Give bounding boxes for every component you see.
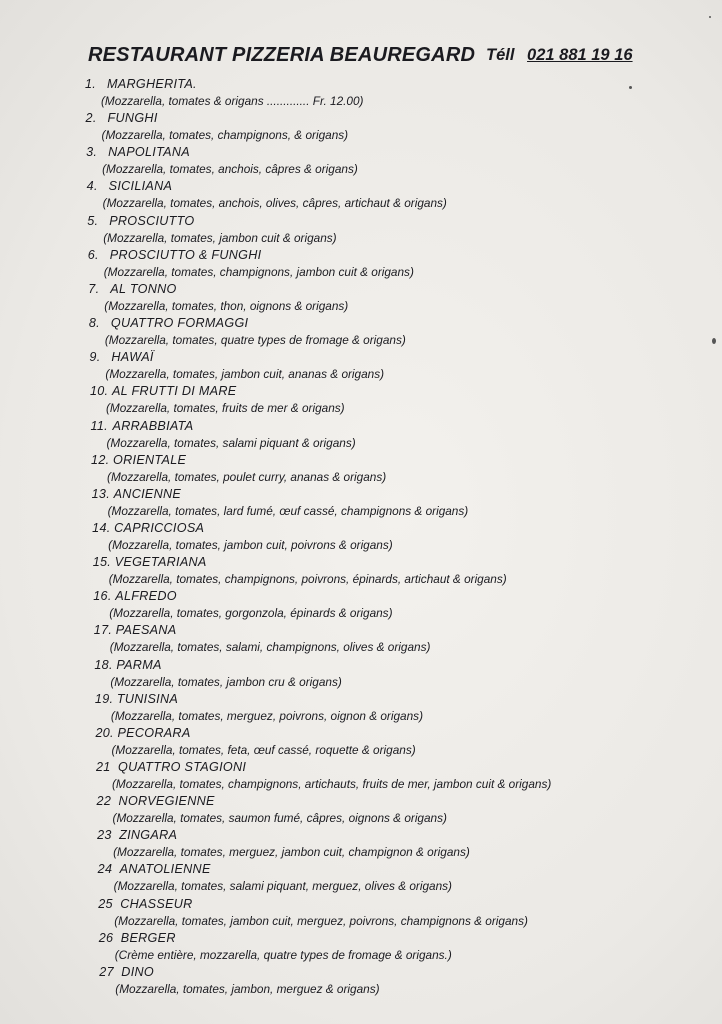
menu-item <box>98 861 452 895</box>
item-description: (Mozzarella, tomates, merguez, jambon cuit, champignon & origans) <box>113 845 470 860</box>
item-description: (Mozzarella, tomates, champignons, poivrons, épinards, artichaut & origans) <box>108 572 507 587</box>
item-description: (Mozzarella, tomates, lard fumé, œuf cassé, champignons & origans) <box>107 503 469 518</box>
item-heading <box>89 349 384 365</box>
item-heading <box>92 520 393 536</box>
item-name: HAWAÏ <box>111 350 154 365</box>
item-number: 2. <box>85 111 97 126</box>
item-description: (Mozzarella, tomates, fruits de mer & origans) <box>105 401 345 416</box>
menu-item <box>88 281 348 315</box>
item-name: FUNGHI <box>107 111 158 126</box>
item-number: 19. <box>94 691 114 706</box>
item-description: (Mozzarella, tomates, champignons, artichauts, fruits de mer, jambon cuit & origans) <box>112 777 552 791</box>
menu-item <box>93 588 392 622</box>
item-name: PECORARA <box>117 725 191 740</box>
phone-label: Téll <box>486 46 515 64</box>
item-number: 22 <box>96 794 112 809</box>
item-number: 5. <box>87 213 99 228</box>
menu-item <box>92 486 469 520</box>
menu-item <box>90 383 345 417</box>
item-number: 4. <box>86 179 98 194</box>
item-number: 27 <box>99 964 114 979</box>
menu-item <box>97 827 470 861</box>
menu-item <box>95 725 415 759</box>
item-heading <box>88 247 414 263</box>
phone-number: 021 881 19 16 <box>527 46 633 64</box>
item-description: (Mozzarella, tomates, salami piquant, merguez, olives & origans) <box>113 879 452 894</box>
menu-item <box>93 554 507 588</box>
item-name: PARMA <box>116 657 162 672</box>
menu-item <box>99 964 379 998</box>
item-heading <box>95 725 415 741</box>
item-number: 24 <box>97 862 113 877</box>
item-number: 3. <box>86 145 98 160</box>
item-name: ZINGARA <box>119 828 178 843</box>
item-heading <box>95 691 423 707</box>
item-heading <box>86 110 349 126</box>
paper-mark <box>712 338 716 344</box>
item-name: CHASSEUR <box>120 896 193 911</box>
item-number: 15. <box>92 555 112 570</box>
menu-item <box>97 793 447 827</box>
menu-item <box>89 349 384 383</box>
item-heading <box>93 588 392 604</box>
menu-item <box>98 896 528 930</box>
restaurant-title: RESTAURANT PIZZERIA BEAUREGARD <box>88 44 476 66</box>
item-description: (Mozzarella, tomates & origans ............. Fr. 12.00) <box>101 94 364 108</box>
item-name: NAPOLITANA <box>108 145 190 160</box>
item-number: 26 <box>98 930 114 945</box>
item-heading <box>92 486 469 502</box>
item-description: (Mozzarella, tomates, saumon fumé, câpres, oignons & origans) <box>112 811 447 826</box>
item-description: (Mozzarella, tomates, champignons, & origans) <box>101 128 349 143</box>
item-number: 17. <box>93 623 113 638</box>
item-description: (Mozzarella, tomates, salami, champignons, olives & origans) <box>109 640 431 655</box>
item-description: (Mozzarella, tomates, gorgonzola, épinards & origans) <box>109 606 393 621</box>
paper-mark <box>629 86 632 89</box>
item-number: 10. <box>89 384 109 399</box>
item-heading <box>91 452 386 468</box>
item-description: (Mozzarella, tomates, poulet curry, ananas & origans) <box>107 469 387 484</box>
item-name: BERGER <box>120 930 176 945</box>
menu-item <box>87 213 336 247</box>
item-number: 25 <box>98 896 113 911</box>
item-name: SICILIANA <box>108 179 173 194</box>
item-heading <box>89 315 406 331</box>
item-number: 21 <box>96 760 111 774</box>
item-number: 6. <box>87 247 99 262</box>
item-description: (Mozzarella, tomates, jambon cuit, poivrons & origans) <box>108 537 393 552</box>
menu-item <box>94 657 341 691</box>
item-name: ARRABBIATA <box>112 418 194 433</box>
item-name: TUNISINA <box>116 691 179 706</box>
item-heading <box>87 178 447 194</box>
item-description: (Mozzarella, tomates, jambon cuit, merguez, poivrons, champignons & origans) <box>114 913 528 928</box>
item-name: DINO <box>121 964 154 979</box>
item-name: ANCIENNE <box>113 486 182 501</box>
item-heading <box>99 964 379 980</box>
item-description: (Mozzarella, tomates, merguez, poivrons, oignon & origans) <box>110 708 423 723</box>
item-number: 7. <box>88 281 100 296</box>
item-name: ORIENTALE <box>113 452 187 467</box>
item-name: ALFREDO <box>115 589 177 604</box>
item-number: 13. <box>91 486 111 501</box>
item-heading <box>85 76 363 92</box>
paper-mark <box>709 16 711 18</box>
menu-item <box>86 110 349 144</box>
item-heading <box>90 383 345 399</box>
item-number: 11. <box>90 418 108 433</box>
item-description: (Mozzarella, tomates, anchois, câpres & origans) <box>102 162 358 177</box>
menu-item <box>87 178 447 212</box>
item-name: CAPRICCIOSA <box>114 520 205 535</box>
menu-item <box>85 76 363 110</box>
item-description: (Mozzarella, tomates, jambon cuit & origans) <box>103 230 337 245</box>
item-number: 18. <box>94 657 113 672</box>
item-description: (Mozzarella, tomates, feta, œuf cassé, roquette & origans) <box>111 742 416 757</box>
item-name: NORVEGIENNE <box>118 794 215 809</box>
item-heading <box>99 930 452 946</box>
menu-item <box>96 759 551 793</box>
menu-item <box>92 520 393 554</box>
menu-item <box>89 315 406 349</box>
item-heading <box>97 827 470 843</box>
item-description: (Mozzarella, tomates, champignons, jambon cuit & origans) <box>103 264 414 279</box>
item-number: 14. <box>92 520 111 535</box>
item-heading <box>93 554 507 570</box>
menu-item <box>94 622 431 656</box>
item-heading <box>86 144 358 160</box>
menu-header <box>88 44 688 72</box>
item-number: 9. <box>89 350 101 365</box>
item-number: 20. <box>95 725 114 740</box>
item-description: (Mozzarella, tomates, jambon, merguez & origans) <box>115 981 380 996</box>
item-description: (Mozzarella, tomates, jambon cru & origans) <box>110 674 342 689</box>
item-description: (Mozzarella, tomates, salami piquant & origans) <box>106 435 356 450</box>
item-description: (Mozzarella, tomates, anchois, olives, câpres, artichaut & origans) <box>102 196 447 211</box>
item-name: VEGETARIANA <box>114 555 207 570</box>
item-name: PROSCIUTTO <box>109 213 195 228</box>
item-name: ANATOLIENNE <box>119 862 211 877</box>
item-description: (Mozzarella, tomates, jambon cuit, ananas & origans) <box>105 367 385 382</box>
item-description: (Mozzarella, tomates, thon, oignons & origans) <box>104 298 349 313</box>
item-heading <box>94 657 341 673</box>
item-number: 23 <box>97 828 112 843</box>
item-heading <box>94 622 431 638</box>
item-heading <box>96 759 551 775</box>
item-number: 1. <box>85 77 97 91</box>
menu-item <box>86 144 358 178</box>
menu-item <box>88 247 414 281</box>
item-description: (Mozzarella, tomates, quatre types de fromage & origans) <box>104 333 406 348</box>
item-name: AL TONNO <box>110 281 177 296</box>
item-heading <box>98 861 452 877</box>
phone-info <box>486 46 633 65</box>
item-heading <box>98 896 528 912</box>
item-description: (Crème entière, mozzarella, quatre types de fromage & origans.) <box>114 947 452 962</box>
item-heading <box>97 793 447 809</box>
item-name: PAESANA <box>115 623 177 638</box>
item-number: 12. <box>91 452 110 467</box>
item-heading <box>87 213 336 229</box>
item-number: 8. <box>88 316 100 331</box>
menu-item <box>91 418 356 452</box>
menu-item <box>95 691 423 725</box>
item-name: QUATTRO STAGIONI <box>118 760 247 774</box>
item-name: PROSCIUTTO & FUNGHI <box>109 247 262 262</box>
menu-item <box>91 452 386 486</box>
item-heading <box>88 281 348 297</box>
item-name: AL FRUTTI DI MARE <box>111 384 237 399</box>
item-heading <box>91 418 356 434</box>
item-name: QUATTRO FORMAGGI <box>110 316 249 331</box>
item-number: 16. <box>93 589 112 604</box>
item-name: MARGHERITA. <box>107 77 197 91</box>
menu-item <box>99 930 452 964</box>
